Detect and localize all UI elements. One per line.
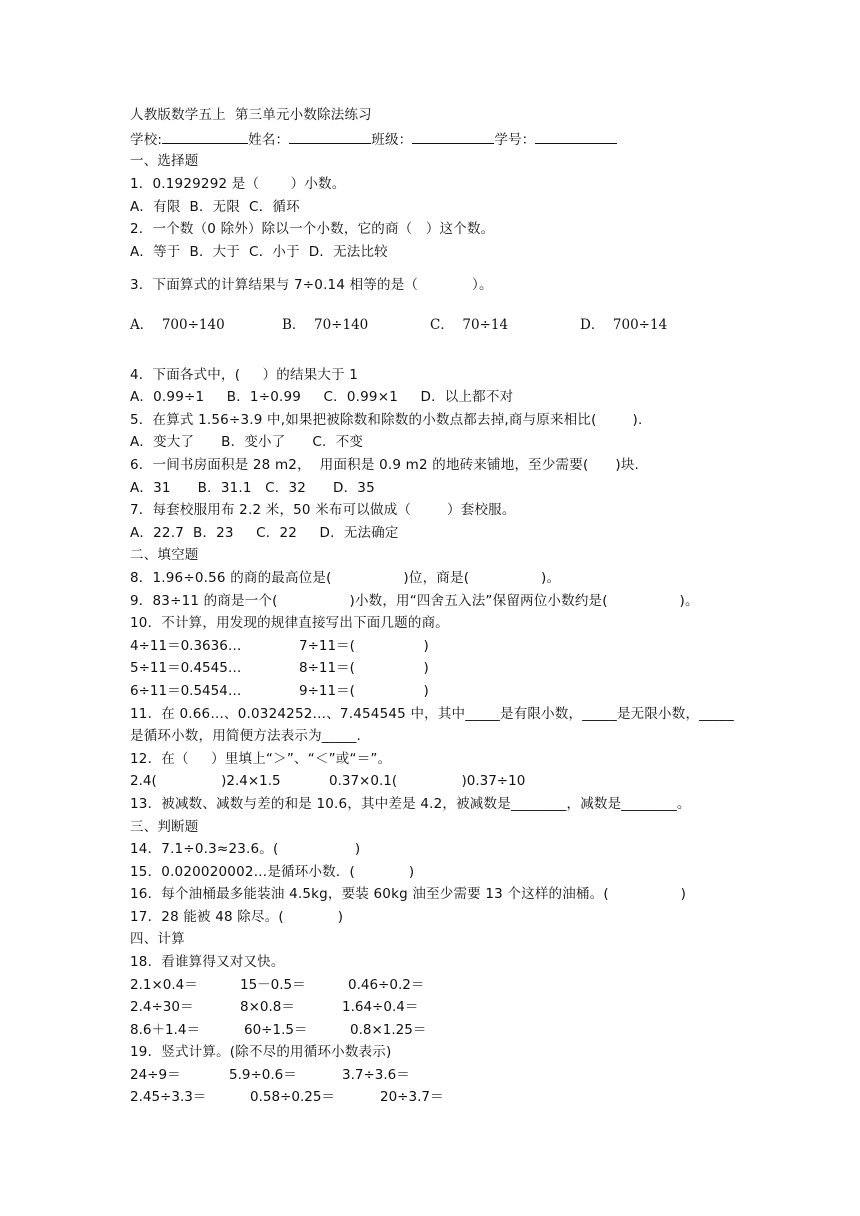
question-6: 6．一间书房面积是 28 m2， 用面积是 0.9 m2 的地砖来铺地，至少需要( )块. <box>130 457 640 473</box>
question-1-options: A．有限 B．无限 C．循环 <box>130 199 300 215</box>
page-title: 人教版数学五上 第三单元小数除法练习 <box>130 107 372 123</box>
question-10-given-2: 5÷11＝0.4545… <box>130 660 242 676</box>
class-label: 班级： <box>371 132 413 148</box>
calc-item: 8×0.8＝ <box>240 999 295 1015</box>
section-heading-judge: 三、判断题 <box>130 819 199 835</box>
calc-item: 60÷1.5＝ <box>244 1022 308 1038</box>
question-2-options: A．等于 B．大于 C．小于 D．无法比较 <box>130 244 388 260</box>
calc-item: 2.1×0.4＝ <box>130 977 198 993</box>
question-3-option-c: C． 70÷14 <box>430 317 509 333</box>
section-heading-fill: 二、填空题 <box>130 547 199 563</box>
question-15: 15．0.020020002…是循环小数．( ) <box>130 864 415 880</box>
question-10-answer-2: 8÷11＝( ) <box>299 660 429 676</box>
student-info-line <box>130 129 617 149</box>
question-12-item-1: 2.4( )2.4×1.5 <box>130 773 281 789</box>
question-10: 10．不计算，用发现的规律直接写出下面几题的商。 <box>130 615 449 631</box>
calc-item: 2.4÷30＝ <box>130 999 194 1015</box>
question-5-options: A．变大了 B．变小了 C．不变 <box>130 434 364 450</box>
calc-item: 0.8×1.25＝ <box>350 1022 427 1038</box>
question-3-option-d: D． 700÷14 <box>580 317 668 333</box>
vertical-calc-item: 20÷3.7＝ <box>380 1089 444 1105</box>
question-12: 12．在（ ）里填上“＞”、“＜”或“＝”。 <box>130 751 392 767</box>
question-10-given-3: 6÷11＝0.5454… <box>130 683 242 699</box>
question-9: 9．83÷11 的商是一个( )小数，用“四舍五入法”保留两位小数约是( )。 <box>130 593 699 609</box>
question-3-option-b: B． 70÷140 <box>282 317 369 333</box>
question-18: 18．看谁算得又对又快。 <box>130 954 285 970</box>
question-19: 19．竖式计算。(除不尽的用循环小数表示) <box>130 1044 392 1060</box>
question-1: 1．0.1929292 是（ ）小数。 <box>130 176 346 192</box>
school-label: 学校: <box>130 132 163 148</box>
question-8: 8．1.96÷0.56 的商的最高位是( )位，商是( )。 <box>130 570 561 586</box>
calc-item: 15－0.5＝ <box>240 977 306 993</box>
question-4-options: A．0.99÷1 B．1÷0.99 C．0.99×1 D．以上都不对 <box>130 389 514 405</box>
vertical-calc-item: 3.7÷3.6＝ <box>342 1067 410 1083</box>
question-3-option-a: A． 700÷140 <box>130 317 225 333</box>
calc-item: 0.46÷0.2＝ <box>348 977 425 993</box>
question-6-options: A．31 B．31.1 C．32 D．35 <box>130 480 375 496</box>
name-label: 姓名： <box>248 132 290 148</box>
question-16: 16．每个油桶最多能装油 4.5kg，要装 60kg 油至少需要 13 个这样的油桶。( ) <box>130 886 687 902</box>
number-blank[interactable] <box>535 129 617 144</box>
question-17: 17．28 能被 48 除尽。( ) <box>130 909 344 925</box>
question-4: 4．下面各式中，( ）的结果大于 1 <box>130 367 359 383</box>
question-5: 5．在算式 1.56÷3.9 中,如果把被除数和除数的小数点都去掉,商与原来相比( ). <box>130 412 643 428</box>
question-10-answer-3: 9÷11＝( ) <box>299 683 429 699</box>
question-7-options: A．22.7 B．23 C．22 D．无法确定 <box>130 525 399 541</box>
question-3: 3．下面算式的计算结果与 7÷0.14 相等的是（ ）。 <box>130 277 493 293</box>
school-blank[interactable] <box>162 129 248 144</box>
question-11-line-2: 是循环小数，用简便方法表示为_____. <box>130 728 362 744</box>
number-label: 学号： <box>494 132 536 148</box>
question-13: 13．被减数、减数与差的和是 10.6，其中差是 4.2，被减数是________，减数是________。 <box>130 796 691 812</box>
question-11-line-1: 11．在 0.66…、0.0324252…、7.454545 中，其中_____是有限小数，_____是无限小数，_____ <box>130 706 734 722</box>
vertical-calc-item: 0.58÷0.25＝ <box>250 1089 335 1105</box>
question-14: 14．7.1÷0.3≈23.6。( ) <box>130 841 361 857</box>
calc-item: 8.6＋1.4＝ <box>130 1022 200 1038</box>
question-2: 2．一个数（0 除外）除以一个小数，它的商（ ）这个数。 <box>130 221 495 237</box>
vertical-calc-item: 2.45÷3.3＝ <box>130 1089 207 1105</box>
vertical-calc-item: 5.9÷0.6＝ <box>229 1067 297 1083</box>
question-12-item-2: 0.37×0.1( )0.37÷10 <box>329 773 526 789</box>
question-10-answer-1: 7÷11＝( ) <box>299 638 429 654</box>
section-heading-calc: 四、计算 <box>130 931 185 947</box>
question-7: 7．每套校服用布 2.2 米，50 米布可以做成（ ）套校服。 <box>130 502 516 518</box>
name-blank[interactable] <box>289 129 371 144</box>
vertical-calc-item: 24÷9＝ <box>130 1067 181 1083</box>
calc-item: 1.64÷0.4＝ <box>342 999 419 1015</box>
question-10-given-1: 4÷11＝0.3636… <box>130 638 242 654</box>
section-heading-choice: 一、选择题 <box>130 153 199 169</box>
class-blank[interactable] <box>412 129 494 144</box>
